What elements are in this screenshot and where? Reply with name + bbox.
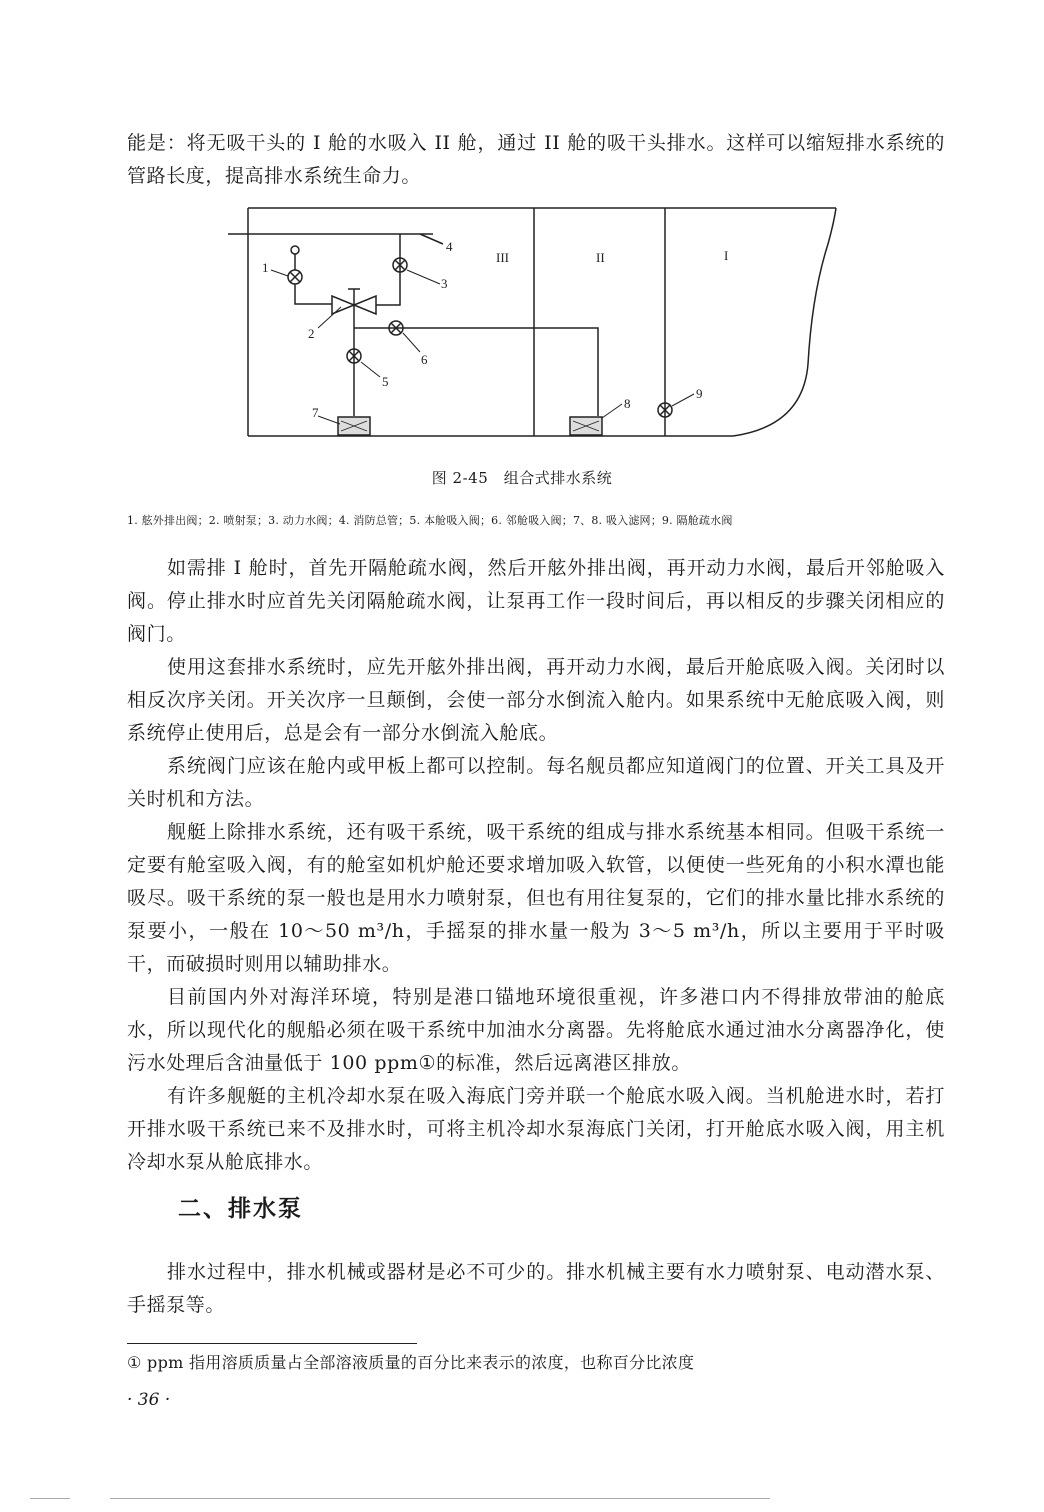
- figure-legend: 1. 舷外排出阀；2. 喷射泵；3. 动力水阀；4. 消防总管；5. 本舱吸入阀；6. 邻舱吸入阀；7、8. 吸入滤网；9. 隔舱疏水阀: [127, 514, 733, 527]
- compartment-II-label: II: [596, 250, 605, 265]
- scan-artifact-left: [30, 1498, 70, 1499]
- label-1: 1: [262, 260, 269, 275]
- label-9: 9: [696, 386, 703, 401]
- scan-artifact-bottom: [110, 1498, 770, 1499]
- label-5: 5: [382, 374, 389, 389]
- hull-bow-curve: [733, 208, 836, 436]
- ejector-pump-icon: [332, 296, 354, 314]
- footnote-divider: [127, 1343, 417, 1344]
- page-number: · 36 ·: [127, 1390, 171, 1410]
- paragraph-drain-compartment-I: 如需排 I 舱时，首先开隔舱疏水阀，然后开舷外排出阀，再开动力水阀，最后开邻舱吸入阀。停止排水时应首先关闭隔舱疏水阀，让泵再工作一段时间后，再以相反的步骤关闭相应的阀门。: [127, 557, 945, 645]
- paragraph-drainage-machinery: 排水过程中，排水机械或器材是必不可少的。排水机械主要有水力喷射泵、电动潜水泵、手摇泵等。: [127, 1261, 945, 1316]
- figure-caption: 图 2-45 组合式排水系统: [431, 469, 613, 487]
- compartment-I-label: I: [724, 248, 729, 263]
- label-4: 4: [446, 239, 453, 254]
- discharge-pipe: [295, 284, 332, 304]
- footnote: ① ppm 指用溶质质量占全部溶液质量的百分比来表示的浓度，也称百分比浓度: [127, 1353, 695, 1372]
- label-7: 7: [312, 405, 319, 420]
- paragraph-cooling-pump: 有许多舰艇的主机冷却水泵在吸入海底门旁并联一个舱底水吸入阀。当机舱进水时，若打开排水吸干系统已来不及排水时，可将主机冷却水泵海底门关闭，打开舱底水吸入阀，用主机冷却水泵从舱底排水。: [127, 1085, 945, 1173]
- paragraph-oil-water-separator: 目前国内外对海洋环境，特别是港口锚地环境很重视，许多港口内不得排放带油的舱底水，所以现代化的舰船必须在吸干系统中加油水分离器。先将舱底水通过油水分离器净化，使污水处理后含油量低于 100 ppm①的标准，然后远离港区排放。: [127, 986, 945, 1074]
- drainage-system-diagram: [228, 204, 848, 444]
- paragraph-valve-control: 系统阀门应该在舱内或甲板上都可以控制。每名舰员都应知道阀门的位置、开关工具及开关时机和方法。: [127, 755, 945, 810]
- fire-main-tick: [420, 234, 443, 244]
- section-title: 二、排水泵: [178, 1196, 303, 1222]
- overboard-valve-stem-icon: [291, 246, 299, 254]
- label-8: 8: [624, 396, 631, 411]
- paragraph-stripping-system: 舰艇上除排水系统，还有吸干系统，吸干系统的组成与排水系统基本相同。但吸干系统一定要有舱室吸入阀，有的舱室如机炉舱还要求增加吸入软管，以便使一些死角的小积水潭也能吸尽。吸干系统的泵一般也是用水力喷射泵，但也有用往复泵的，它们的排水量比排水系统的泵要小，一般在 10～50 m³/h，手摇泵的排水量一般为 3～5 m³/h，所以主要用于平时吸干，而破损时则用以辅助排水。: [127, 821, 945, 975]
- paragraph-intro: 能是：将无吸干头的 I 舱的水吸入 II 舱，通过 II 舱的吸干头排水。这样可以缩短排水系统的管路长度，提高排水系统生命力。: [127, 132, 945, 187]
- compartment-III-label: III: [496, 250, 509, 265]
- label-6: 6: [421, 352, 428, 367]
- adjacent-suction-pipe: [354, 328, 598, 416]
- label-3: 3: [441, 276, 448, 291]
- paragraph-operation-order: 使用这套排水系统时，应先开舷外排出阀，再开动力水阀，最后开舱底吸入阀。关闭时以相反次序关闭。开关次序一旦颠倒，会使一部分水倒流入舱内。如果系统中无舱底吸入阀，则系统停止使用后，总是会有一部分水倒流入舱底。: [127, 656, 945, 744]
- label-2: 2: [308, 326, 315, 341]
